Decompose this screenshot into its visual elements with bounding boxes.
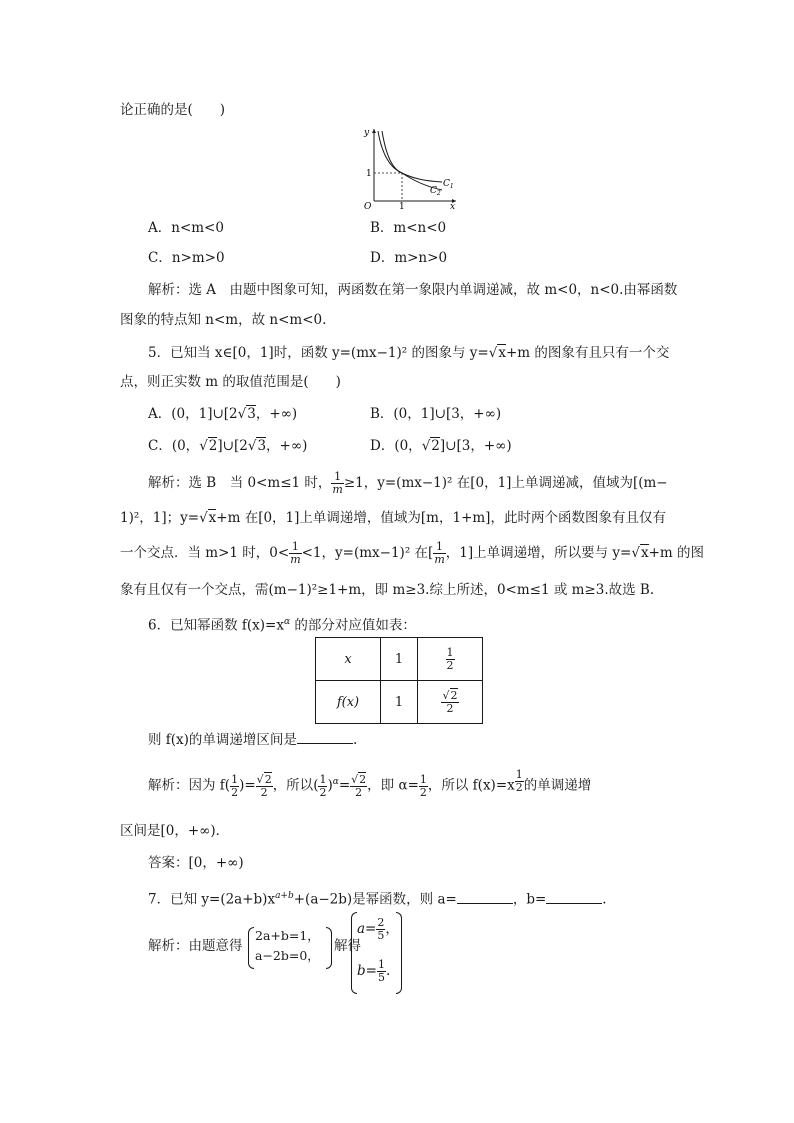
origin-label: O xyxy=(364,202,372,210)
table-cell: f(x) xyxy=(316,681,381,724)
q6-ask: 则 f(x)的单调递增区间是 . xyxy=(148,732,358,748)
q4-solution-line1: 解析：选 A 由题中图象可知，两函数在第一象限内单调递减，故 m<0，n<0.由幂函数 xyxy=(148,282,678,298)
table-cell: $\frac{1}{2}$ xyxy=(418,638,483,681)
answer-blank-b xyxy=(546,891,602,904)
q7-result-a: a= $\frac{2}{5}$ ， xyxy=(357,916,399,942)
q5-option-d: D．(0，√2]∪[3，+∞) xyxy=(370,438,512,454)
tick-y-1: 1 xyxy=(366,169,372,179)
q5-solution-line4: 象有且仅有一个交点，需(m−1)²≥1+m，即 m≥3.综上所述，0<m≤1 或 m≥3.故选 B. xyxy=(120,582,655,598)
q5-solution-line3: 一个交点．当 m>1 时，0< $\frac{1}{m}$ <1，y=(mx−1)² 在[ $\frac{1}{m}$ ，1]上单调递增，所以要与 y=√x+m 的图 xyxy=(120,540,704,566)
q7-solution-intro: 解析：由题意得 xyxy=(148,938,243,954)
q5-stem-line2: 点，则正实数 m 的取值范围是( ) xyxy=(120,374,341,390)
q6-value-table xyxy=(315,637,483,724)
q6-solution-line2: 区间是[0，+∞)． xyxy=(120,823,230,839)
table-row xyxy=(316,681,483,724)
q5-option-a: A．(0，1]∪[2√3，+∞) xyxy=(148,406,298,422)
q4-solution-line2: 图象的特点知 n<m，故 n<m<0. xyxy=(120,312,327,328)
table-cell: $\frac{√2}{2}$ xyxy=(418,681,483,724)
answer-blank-a xyxy=(457,891,513,904)
y-label: y xyxy=(364,128,370,138)
q5-stem-line1: 5．已知当 x∈[0，1]时，函数 y=(mx−1)² 的图象与 y=√x+m 的图象有且只有一个交 xyxy=(148,345,670,361)
right-brace-result xyxy=(396,912,402,994)
q4-option-b: B．m<n<0 xyxy=(370,220,447,236)
table-cell: 1 xyxy=(381,681,418,724)
q7-eq1: 2a+b=1， xyxy=(255,928,320,943)
q5-option-c: C．(0，√2]∪[2√3，+∞) xyxy=(148,438,308,454)
q5-option-b: B．(0，1]∪[3，+∞) xyxy=(370,406,502,422)
q4-graph xyxy=(360,125,460,210)
q7-solution-solve: 解得 xyxy=(334,938,361,954)
q5-solution-line2: 1)²，1]；y=√x+m 在[0，1]上单调递增，值域为[m，1+m]，此时两个函数图象有且仅有 xyxy=(120,510,666,526)
q6-stem: 6．已知幂函数 $f(x)=x^\alpha$ 的部分对应值如表： xyxy=(148,617,416,634)
q6-answer: 答案：[0，+∞) xyxy=(148,855,244,871)
right-brace-system xyxy=(326,927,332,969)
q7-result-b: b= $\frac{1}{5}$ . xyxy=(357,958,391,984)
curve-c1 xyxy=(382,131,442,182)
x-label: x xyxy=(450,202,456,210)
table-cell: x xyxy=(316,638,381,681)
q4-option-c: C．n>m>0 xyxy=(148,250,225,266)
q7-eq2: a−2b=0， xyxy=(255,948,320,963)
q5-solution-line1: 解析：选 B 当 0<m≤1 时， $\frac{1}{m}$ ≥1，y=(mx−1)² 在[0，1]上单调递减，值域为[(m− xyxy=(148,470,668,496)
c1-label: $C_1$ xyxy=(443,179,454,190)
q4-option-a: A．n<m<0 xyxy=(148,220,224,236)
q7-stem: 7．已知 $y=(2a+b)x^{a+b}+(a-2b)$是幂函数，则 a= ，b= . xyxy=(148,891,607,908)
tick-x-1: 1 xyxy=(399,202,405,210)
q4-stem-tail: 论正确的是( ) xyxy=(120,102,226,118)
answer-blank xyxy=(297,731,353,744)
q4-option-d: D．m>n>0 xyxy=(370,250,448,266)
c2-label: $C_2$ xyxy=(430,186,441,197)
left-brace-system xyxy=(248,927,254,969)
q6-solution-line1: 解析：因为 f( $\frac{1}{2}$ )= $\frac{√2}{2}$ ，所以( $\frac{1}{2}$ )$^\alpha$= $\frac{√2}{2}$ ，即 α= $\frac{1}{2}$ ，所以 f(x)=x $^{\frac{1}{2}}$ 的单调递增 xyxy=(148,768,592,799)
table-cell: 1 xyxy=(381,638,418,681)
table-row xyxy=(316,638,483,681)
